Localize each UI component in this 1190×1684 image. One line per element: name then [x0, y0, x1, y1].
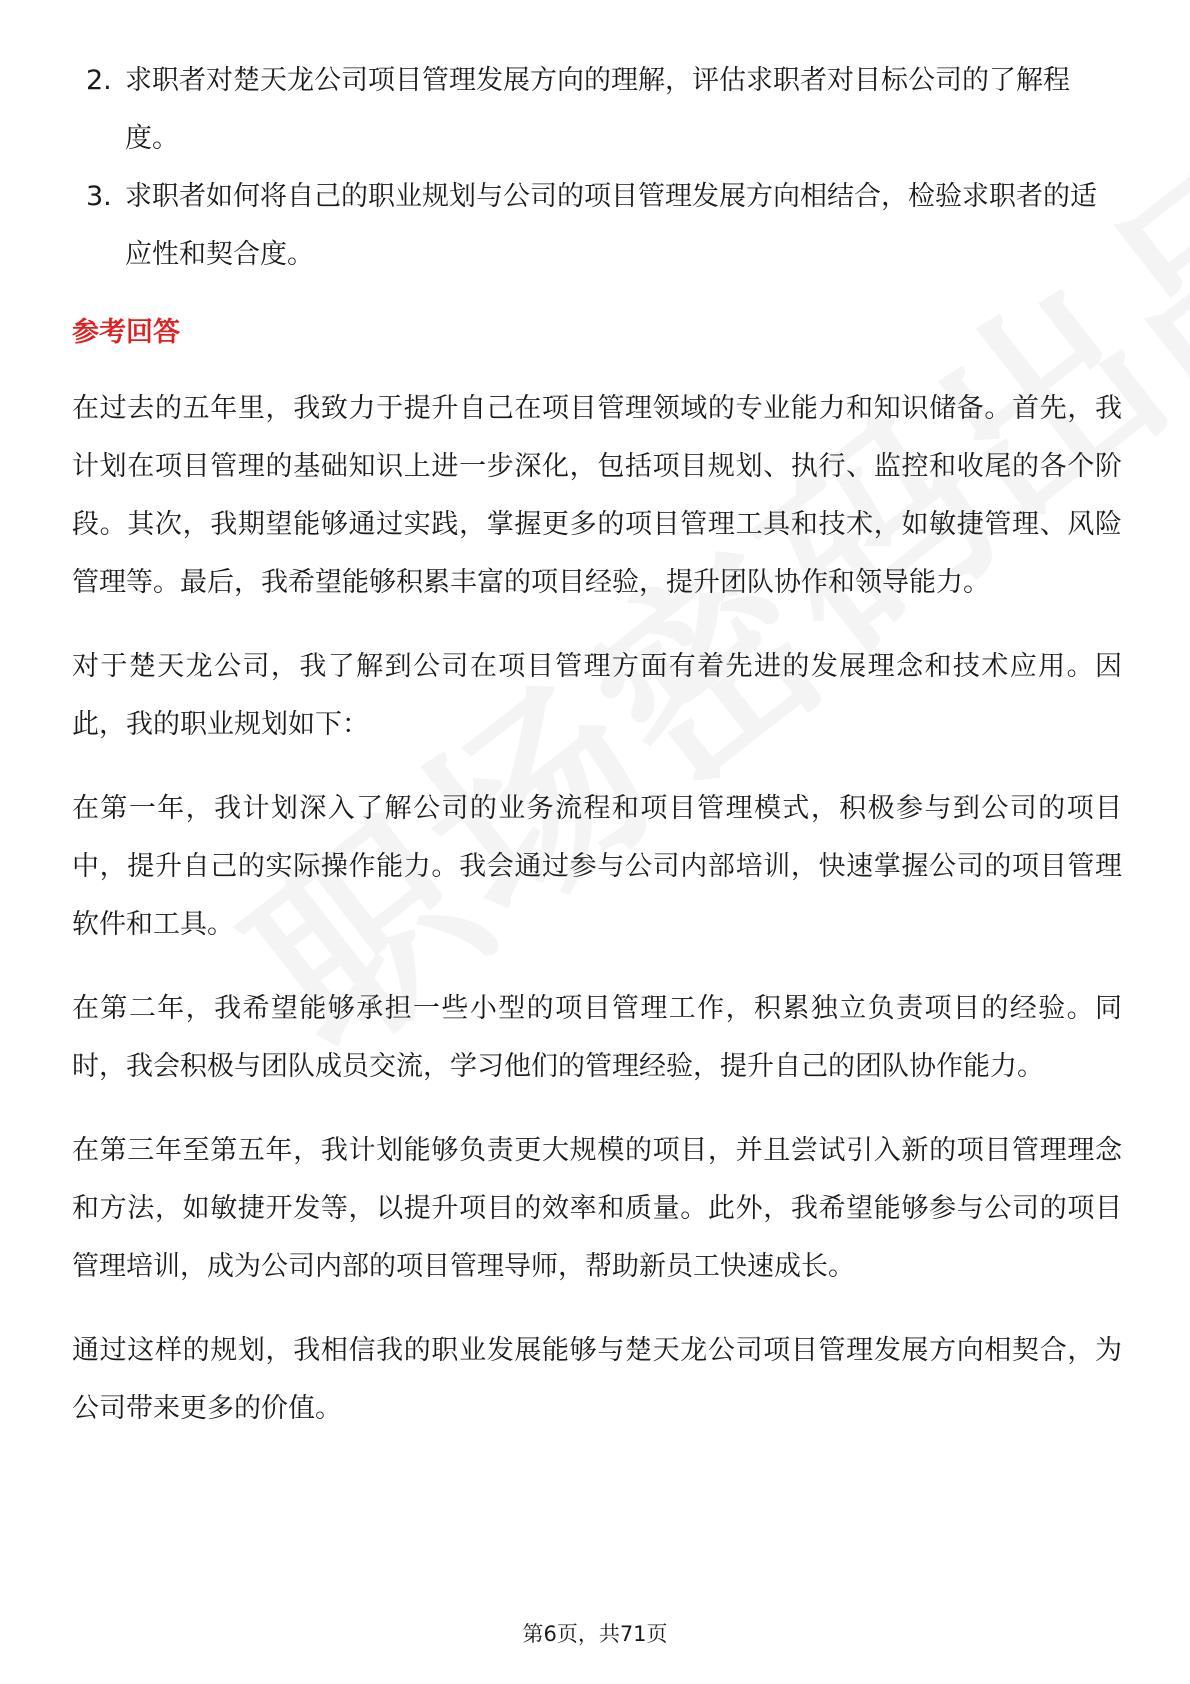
- list-item: [72, 168, 1122, 284]
- page-footer: 第6页，共71页: [522, 1622, 668, 1646]
- list-number: 2.: [86, 65, 112, 96]
- paragraph: 在过去的五年里，我致力于提升自己在项目管理领域的专业能力和知识储备。首先，我计划在项目管理的基础知识上进一步深化，包括项目规划、执行、监控和收尾的各个阶段。其次，我期望能够通过实践，掌握更多的项目管理工具和技术，如敏捷管理、风险管理等。最后，我希望能够积累丰富的项目经验，提升团队协作和领导能力。: [72, 393, 1122, 598]
- paragraph: 在第三年至第五年，我计划能够负责更大规模的项目，并且尝试引入新的项目管理理念和方法，如敏捷开发等，以提升项目的效率和质量。此外，我希望能够参与公司的项目管理培训，成为公司内部的项目管理导师，帮助新员工快速成长。: [72, 1135, 1122, 1282]
- paragraph: 在第二年，我希望能够承担一些小型的项目管理工作，积累独立负责项目的经验。同时，我会积极与团队成员交流，学习他们的管理经验，提升自己的团队协作能力。: [72, 993, 1122, 1082]
- list-item: [72, 52, 1122, 168]
- list-text: 求职者对楚天龙公司项目管理发展方向的理解，评估求职者对目标公司的了解程度。: [125, 65, 1070, 154]
- paragraph: 在第一年，我计划深入了解公司的业务流程和项目管理模式，积极参与到公司的项目中，提升自己的实际操作能力。我会通过参与公司内部培训，快速掌握公司的项目管理软件和工具。: [72, 793, 1122, 940]
- paragraph: 对于楚天龙公司，我了解到公司在项目管理方面有着先进的发展理念和技术应用。因此，我的职业规划如下：: [72, 651, 1122, 740]
- list-number: 3.: [86, 181, 112, 212]
- list-text: 求职者如何将自己的职业规划与公司的项目管理发展方向相结合，检验求职者的适应性和契合度。: [125, 181, 1097, 270]
- paragraph: 通过这样的规划，我相信我的职业发展能够与楚天龙公司项目管理发展方向相契合，为公司带来更多的价值。: [72, 1335, 1122, 1424]
- section-title: 参考回答: [72, 317, 180, 348]
- document-body: [72, 52, 1122, 1464]
